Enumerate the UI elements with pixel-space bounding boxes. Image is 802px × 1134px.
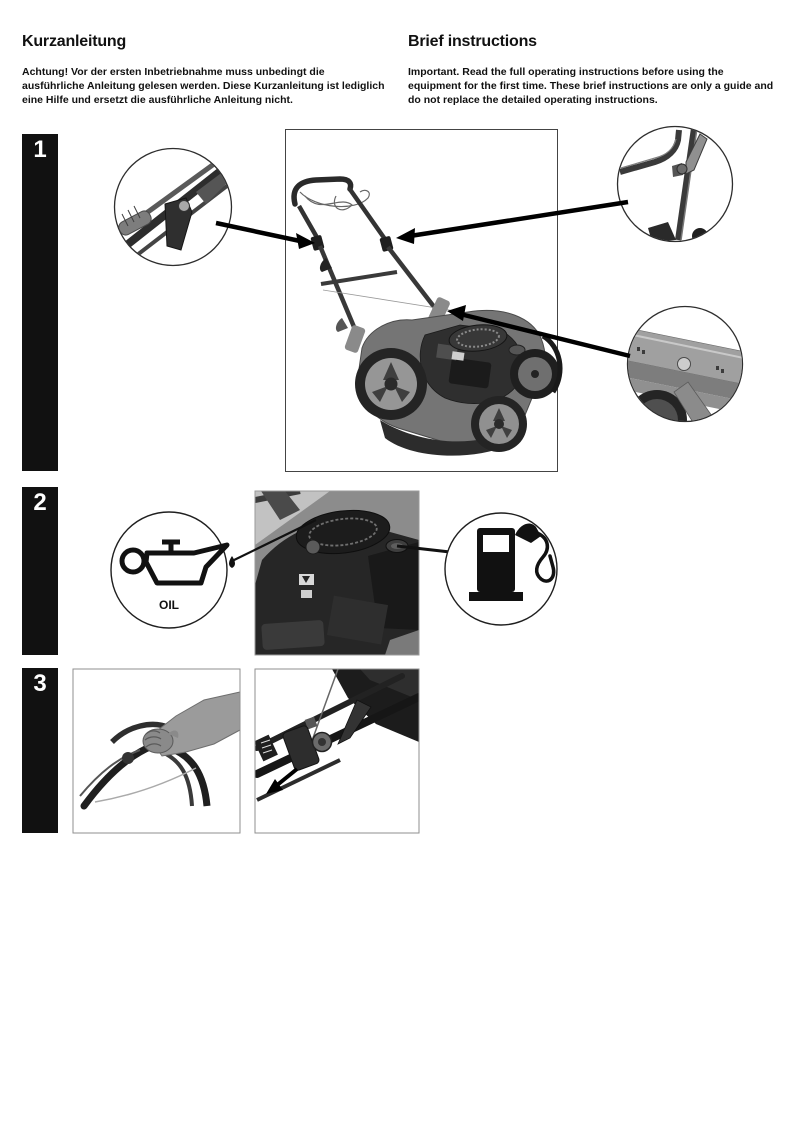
fuel-pump-circle — [397, 513, 557, 625]
starter-lever-photo — [254, 669, 419, 833]
page-title-german: Kurzanleitung — [22, 33, 127, 50]
handle-clamp-detail-circle — [112, 136, 252, 266]
engine-photo — [255, 491, 419, 655]
step-3-number: 3 — [33, 670, 47, 697]
oil-label: OIL — [159, 598, 179, 612]
lawn-mower-overview — [286, 130, 561, 472]
handle-grip-photo — [73, 669, 240, 833]
deck-bolt-detail-circle — [616, 307, 746, 451]
intro-text-german: Achtung! Vor der ersten Inbetriebnahme muss unbedingt die ausführliche Anleitung gelesen werden. Diese Kurzanleitung ist lediglich eine Hilfe und ersetzt die ausführliche Anleitung nicht. — [22, 66, 385, 106]
page-title-english: Brief instructions — [408, 33, 537, 50]
intro-text-english: Important. Read the full operating instructions before using the equipment for the first time. These brief instructions are only a guide and do not replace the detailed operating instructions. — [408, 66, 774, 106]
step-2-number: 2 — [33, 489, 47, 516]
step-1-number: 1 — [33, 136, 47, 163]
handle-lever-detail-circle — [618, 127, 733, 245]
